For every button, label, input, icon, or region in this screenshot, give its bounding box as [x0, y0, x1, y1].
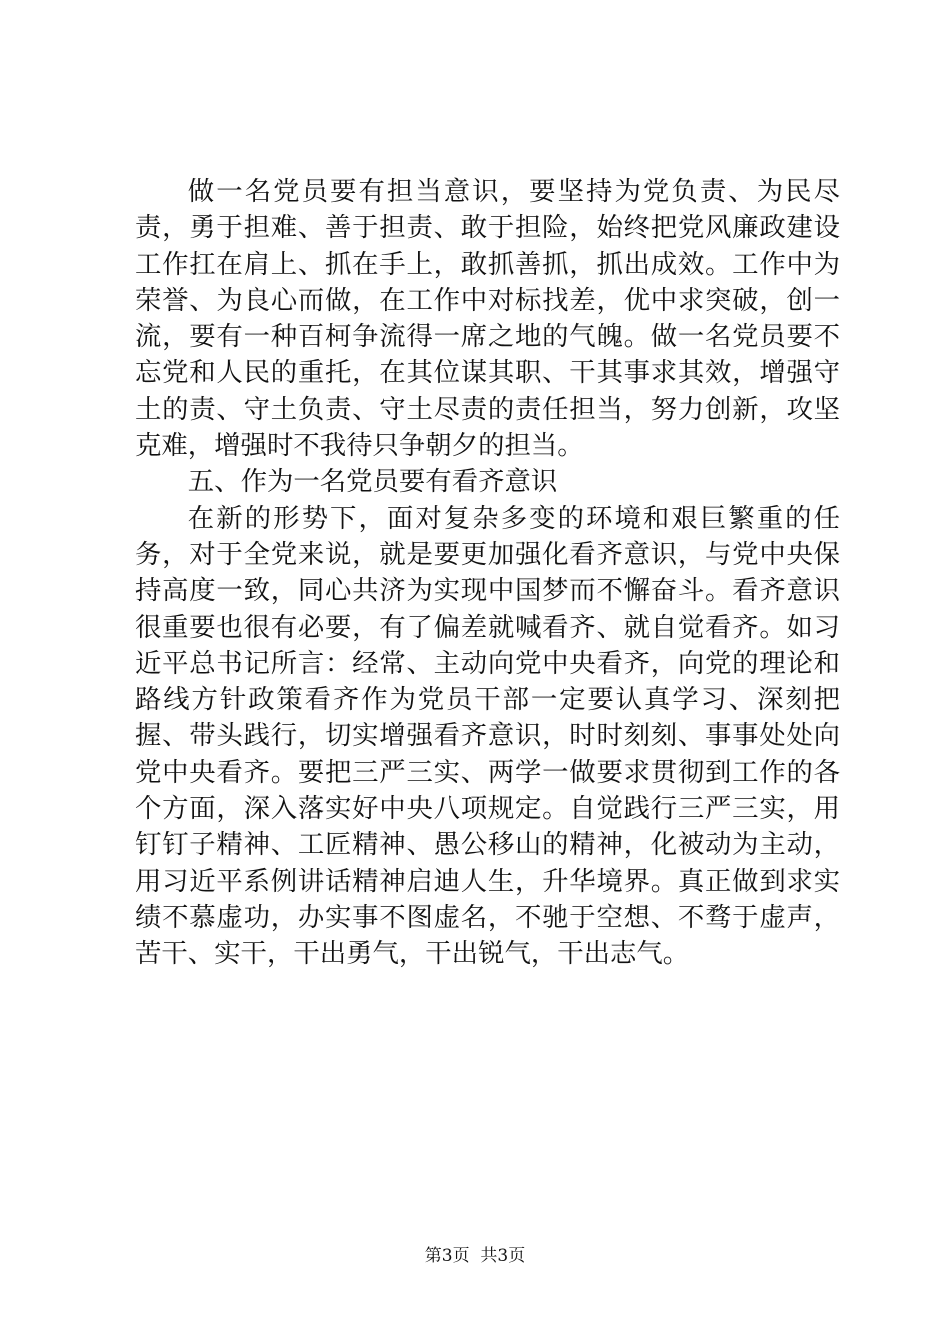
section-heading: 五、作为一名党员要有看齐意识: [187, 466, 558, 498]
paragraph-alignment: 在新的形势下，面对复杂多变的环境和艰巨繁重的任务，对于全党来说，就是要更加强化看齐意识，与党中央保持高度一致，同心共济为实现中国梦而不懈奋斗。看齐意识很重要也很有必要，有了偏差就喊看齐、就自觉看齐。如习近平总书记所言：经常、主动向党中央看齐，向党的理论和路线方针政策看齐作为党员干部一定要认真学习、深刻把握、带头践行，切实增强看齐意识，时时刻刻、事事处处向党中央看齐。要把三严三实、两学一做要求贯彻到工作的各个方面，深入落实好中央八项规定。自觉践行三严三实，用钉钉子精神、工匠精神、愚公移山的精神，化被动为主动，用习近平系例讲话精神启迪人生，升华境界。真正做到求实绩不慕虚功，办实事不图虚名，不驰于空想、不骛于虚声，苦干、实干，干出勇气，干出锐气，干出志气。: [135, 502, 840, 970]
document-body: [135, 174, 840, 973]
page-number: 第3页 共3页: [424, 1246, 526, 1266]
paragraph-responsibility: 做一名党员要有担当意识，要坚持为党负责、为民尽责，勇于担难、善于担责、敢于担险，始终把党风廉政建设工作扛在肩上、抓在手上，敢抓善抓，抓出成效。工作中为荣誉、为良心而做，在工作中对标找差，优中求突破，创一流，要有一种百柯争流得一席之地的气魄。做一名党员要不忘党和人民的重托，在其位谋其职、干其事求其效，增强守土的责、守土负责、守土尽责的责任担当，努力创新，攻坚克难，增强时不我待只争朝夕的担当。: [135, 176, 840, 462]
